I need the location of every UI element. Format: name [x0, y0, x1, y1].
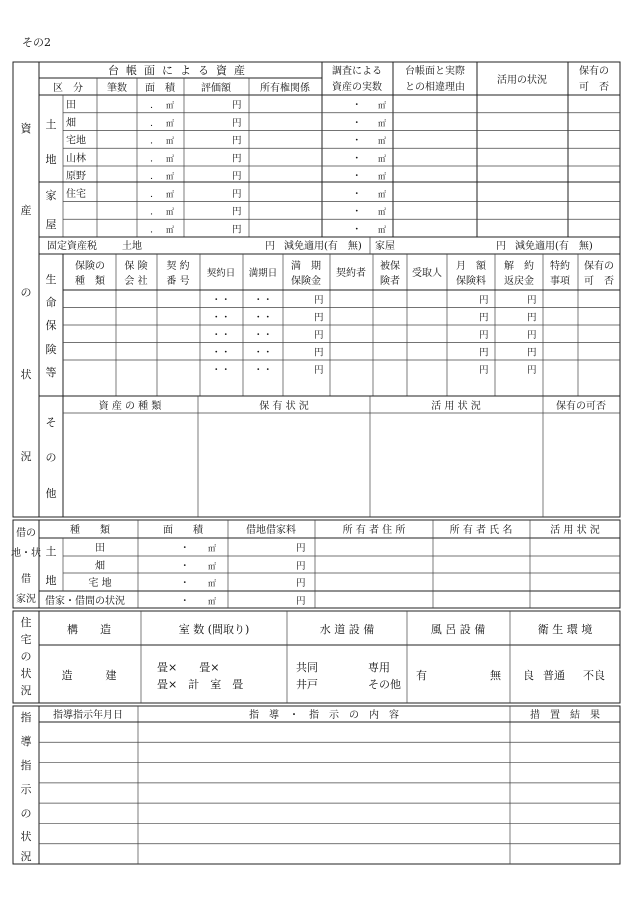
ins-maturity-yen: 円: [314, 295, 324, 306]
asset-area-dot: .: [150, 188, 154, 200]
ins-h-maturity-amount: 保険金: [291, 276, 321, 287]
other-side-char: の: [45, 451, 57, 464]
actual-dot: ・: [352, 135, 362, 147]
assets-side-char: 況: [20, 450, 32, 463]
housing-water-private: 専用: [368, 661, 390, 674]
housing-section: [13, 611, 620, 703]
asset-row-label: 宅地: [66, 135, 86, 147]
asset-area-unit: ㎡: [166, 136, 174, 146]
actual-unit: ㎡: [378, 225, 386, 235]
asset-area-dot: .: [150, 117, 154, 129]
asset-area-unit: ㎡: [166, 225, 174, 235]
housing-rooms-line2: 畳× 計 室 畳: [157, 678, 244, 691]
asset-area-dot: .: [150, 206, 154, 218]
housing-sanitary-good: 良: [523, 669, 534, 682]
lease-side-label: 家況: [16, 594, 36, 605]
housing-h-structure: 構 造: [67, 623, 111, 636]
assets-house-label: 屋: [45, 218, 57, 231]
guidance-h-date: 指導指示年月日: [53, 710, 123, 721]
housing-h-rooms: 室 数 (間取り): [178, 623, 250, 636]
tax-land: 土地: [122, 241, 142, 252]
ins-h-company: 保 険: [124, 261, 148, 272]
ins-h-keep: 保有の: [584, 261, 614, 272]
ins-contract-date-mark: ・・: [211, 295, 231, 306]
other-assets-block: [46, 396, 621, 517]
ins-h-monthly: 月 額: [456, 261, 486, 272]
housing-bath-no: 無: [490, 669, 501, 682]
actual-unit: ㎡: [378, 154, 386, 164]
guidance-section: [13, 706, 620, 864]
lease-h-rent: 借地借家料: [246, 525, 296, 536]
asset-area-unit: ㎡: [166, 154, 174, 164]
ins-maturity-yen: 円: [314, 330, 324, 341]
tax-house: 家屋: [375, 241, 395, 252]
insurance-side-char: 保: [45, 319, 57, 332]
asset-area-dot: .: [150, 224, 154, 236]
ins-maturity-date-mark: ・・: [253, 365, 273, 376]
ins-contract-date-mark: ・・: [211, 312, 231, 324]
ins-contract-date-mark: ・・: [211, 365, 231, 376]
assets-subheader: 筆数: [107, 83, 127, 94]
lease-yen: 円: [296, 578, 306, 589]
lease-land-label: 土: [45, 545, 57, 558]
lease-row-label: 畑: [95, 561, 105, 572]
asset-area-unit: ㎡: [166, 207, 174, 217]
tax-yen-2: 円: [496, 241, 506, 252]
ins-h-type: 保険の: [75, 261, 105, 272]
lease-area-dot: ・: [180, 596, 190, 607]
asset-area-dot: .: [150, 100, 154, 111]
lease-h-use: 活 用 状 況: [550, 525, 600, 536]
asset-yen: 円: [232, 206, 242, 218]
assets-header-use: 活用の状況: [497, 75, 547, 86]
guidance-side-char: 指: [20, 759, 32, 772]
ins-h-contract-no: 番 号: [166, 276, 190, 287]
ins-surrender-yen: 円: [527, 347, 537, 359]
asset-yen: 円: [232, 224, 242, 236]
other-h-use: 活 用 状 況: [431, 401, 481, 412]
lease-yen: 円: [296, 596, 306, 607]
actual-dot: ・: [352, 153, 362, 165]
guidance-side-char: 導: [20, 735, 32, 748]
asset-row-label: 山林: [66, 153, 86, 165]
lease-area-unit: ㎡: [208, 579, 216, 588]
ins-contract-date-mark: ・・: [211, 347, 231, 359]
ins-h-maturity-date: 満期日: [248, 268, 278, 279]
asset-yen: 円: [232, 100, 242, 111]
actual-unit: ㎡: [378, 118, 386, 128]
ins-maturity-yen: 円: [314, 365, 324, 376]
other-h-type: 資 産 の 種 類: [98, 401, 162, 412]
ins-contract-date-mark: ・・: [211, 330, 231, 341]
asset-area-unit: ㎡: [166, 101, 174, 110]
ins-monthly-yen: 円: [479, 365, 489, 376]
ins-maturity-yen: 円: [314, 347, 324, 359]
ins-h-keep: 可 否: [584, 276, 614, 287]
assets-land-label: 地: [45, 153, 57, 166]
lease-area-unit: ㎡: [208, 544, 216, 553]
housing-side-char: 宅: [20, 633, 32, 646]
lease-area-dot: ・: [180, 543, 190, 554]
housing-sanitary-normal: 普通: [543, 669, 565, 682]
assets-header-reason: 台帳面と実際: [405, 66, 465, 77]
tax-label: 固定資産税: [47, 241, 97, 252]
assets-subheader: 面 積: [145, 83, 175, 94]
housing-water-other: その他: [368, 678, 401, 691]
housing-h-water: 水 道 設 備: [319, 623, 375, 636]
housing-water-well: 井戸: [296, 678, 318, 691]
lease-yen: 円: [296, 561, 306, 572]
housing-sanitary-bad: 不良: [583, 669, 605, 682]
ins-monthly-yen: 円: [479, 330, 489, 341]
housing-structure-value: 造 建: [61, 669, 117, 682]
assets-house-label: 家: [45, 189, 57, 202]
housing-side-char: の: [20, 650, 32, 663]
guidance-side-char: 状: [20, 830, 32, 843]
ins-h-contract-date: 契約日: [206, 268, 236, 279]
asset-area-unit: ㎡: [166, 118, 174, 128]
insurance-side-char: 険: [45, 343, 57, 356]
ins-h-monthly: 保険料: [456, 276, 486, 287]
assets-header-main: 台帳面による資産: [108, 64, 252, 77]
page-label: その2: [22, 36, 51, 49]
ins-h-insured: 険者: [380, 276, 400, 287]
insurance-block: [39, 254, 620, 396]
guidance-h-result: 措 置 結 果: [530, 710, 600, 721]
asset-yen: 円: [232, 171, 242, 182]
assets-subheader: 所有権関係: [260, 83, 310, 94]
lease-side-label: 地・状: [11, 548, 41, 559]
guidance-side-char: 指: [20, 711, 32, 724]
lease-area-dot: ・: [180, 561, 190, 572]
ins-h-special: 特約: [550, 261, 570, 272]
assets-header-actual: 調査による: [332, 66, 382, 77]
asset-yen: 円: [232, 153, 242, 165]
ins-h-maturity-amount: 満 期: [291, 261, 321, 272]
ins-monthly-yen: 円: [479, 295, 489, 306]
ins-h-special: 事項: [550, 276, 570, 287]
ins-surrender-yen: 円: [527, 312, 537, 324]
ins-monthly-yen: 円: [479, 347, 489, 359]
housing-bath-yes: 有: [416, 669, 427, 682]
housing-h-sanitary: 衛 生 環 境: [537, 623, 593, 636]
ins-h-surrender: 解 約: [504, 261, 534, 272]
insurance-side-char: 生: [45, 273, 57, 286]
ins-h-contract-no: 契 約: [166, 261, 190, 272]
actual-unit: ㎡: [378, 172, 386, 181]
asset-area-dot: .: [150, 153, 154, 165]
asset-row-label: 原野: [66, 171, 86, 182]
asset-area-dot: .: [150, 135, 154, 147]
asset-area-unit: ㎡: [166, 172, 174, 181]
housing-side-char: 況: [20, 684, 32, 697]
ins-h-type: 種 類: [75, 276, 105, 287]
ins-monthly-yen: 円: [479, 312, 489, 324]
actual-dot: ・: [352, 206, 362, 218]
lease-house-row: 借家・借間の状況: [45, 596, 125, 607]
lease-area-unit: ㎡: [208, 597, 216, 606]
housing-side-char: 住: [20, 616, 32, 629]
housing-side-char: 状: [20, 667, 32, 680]
assets-header-keep: 保有の: [579, 66, 609, 77]
lease-row-label: 宅 地: [88, 578, 112, 589]
assets-side-char: 資: [20, 122, 32, 135]
ins-h-company: 会 社: [124, 276, 148, 287]
assets-side-char: 産: [20, 204, 32, 217]
ins-h-insured: 被保: [380, 261, 400, 272]
asset-area-dot: .: [150, 171, 154, 182]
lease-section: [11, 520, 620, 608]
assets-header-reason: との相違理由: [405, 82, 465, 93]
ins-maturity-date-mark: ・・: [253, 330, 273, 341]
actual-dot: ・: [352, 100, 362, 111]
lease-h-owner-name: 所 有 者 氏 名: [449, 525, 513, 536]
assets-header-actual: 資産の実数: [332, 82, 382, 93]
asset-row-label: 田: [66, 100, 76, 111]
lease-side-label: 借: [21, 574, 31, 585]
other-h-keep: 保有の可否: [556, 401, 606, 412]
tax-exempt-2: 減免適用(有 無): [515, 241, 593, 252]
ins-maturity-date-mark: ・・: [253, 347, 273, 359]
other-side-char: そ: [45, 416, 57, 429]
assets-land-label: 土: [45, 118, 57, 131]
lease-h-owner-address: 所 有 者 住 所: [342, 525, 406, 536]
asset-row-label: 畑: [66, 117, 76, 129]
ins-surrender-yen: 円: [527, 295, 537, 306]
actual-unit: ㎡: [378, 136, 386, 146]
insurance-side-char: 等: [45, 366, 57, 379]
asset-yen: 円: [232, 188, 242, 200]
asset-area-unit: ㎡: [166, 189, 174, 199]
ins-surrender-yen: 円: [527, 365, 537, 376]
lease-land-label: 地: [45, 574, 57, 587]
lease-h-area: 面 積: [163, 525, 203, 536]
ins-h-beneficiary: 受取人: [412, 268, 442, 279]
housing-water-shared: 共同: [296, 661, 318, 674]
guidance-h-content: 指 導 ・ 指 示 の 内 容: [249, 710, 399, 721]
housing-h-bath: 風 呂 設 備: [430, 623, 486, 636]
other-side-char: 他: [45, 487, 57, 500]
actual-unit: ㎡: [378, 189, 386, 199]
tax-exempt-1: 減免適用(有 無): [284, 241, 362, 252]
actual-unit: ㎡: [378, 101, 386, 110]
asset-yen: 円: [232, 117, 242, 129]
ins-h-contractor: 契約者: [336, 268, 366, 279]
other-h-holding: 保 有 状 況: [259, 401, 309, 412]
assets-side-char: 状: [20, 368, 32, 381]
guidance-side-char: 示: [20, 783, 32, 796]
actual-dot: ・: [352, 188, 362, 200]
actual-dot: ・: [352, 117, 362, 129]
tax-yen-1: 円: [265, 241, 275, 252]
assets-subheader: 区 分: [53, 83, 83, 94]
ins-h-surrender: 返戻金: [504, 276, 534, 287]
assets-section: [13, 62, 620, 517]
lease-side-label: 借の: [16, 528, 36, 539]
assets-header-keep: 可 否: [579, 82, 609, 93]
guidance-side-char: の: [20, 807, 32, 820]
guidance-side-char: 況: [20, 850, 32, 863]
asset-yen: 円: [232, 135, 242, 147]
housing-rooms-line1: 畳× 畳×: [157, 661, 220, 674]
ins-maturity-date-mark: ・・: [253, 295, 273, 306]
lease-h-type: 種 類: [70, 525, 110, 536]
lease-area-dot: ・: [180, 578, 190, 589]
actual-unit: ㎡: [378, 207, 386, 217]
lease-area-unit: ㎡: [208, 562, 216, 571]
actual-dot: ・: [352, 224, 362, 236]
lease-row-label: 田: [95, 543, 105, 554]
insurance-side-char: 命: [45, 296, 57, 309]
ins-maturity-yen: 円: [314, 312, 324, 324]
ins-maturity-date-mark: ・・: [253, 312, 273, 324]
lease-yen: 円: [296, 543, 306, 554]
ins-surrender-yen: 円: [527, 330, 537, 341]
actual-dot: ・: [352, 171, 362, 182]
assets-side-char: の: [20, 286, 32, 299]
assets-subheader: 評価額: [201, 83, 231, 94]
asset-row-label: 住宅: [66, 188, 86, 200]
